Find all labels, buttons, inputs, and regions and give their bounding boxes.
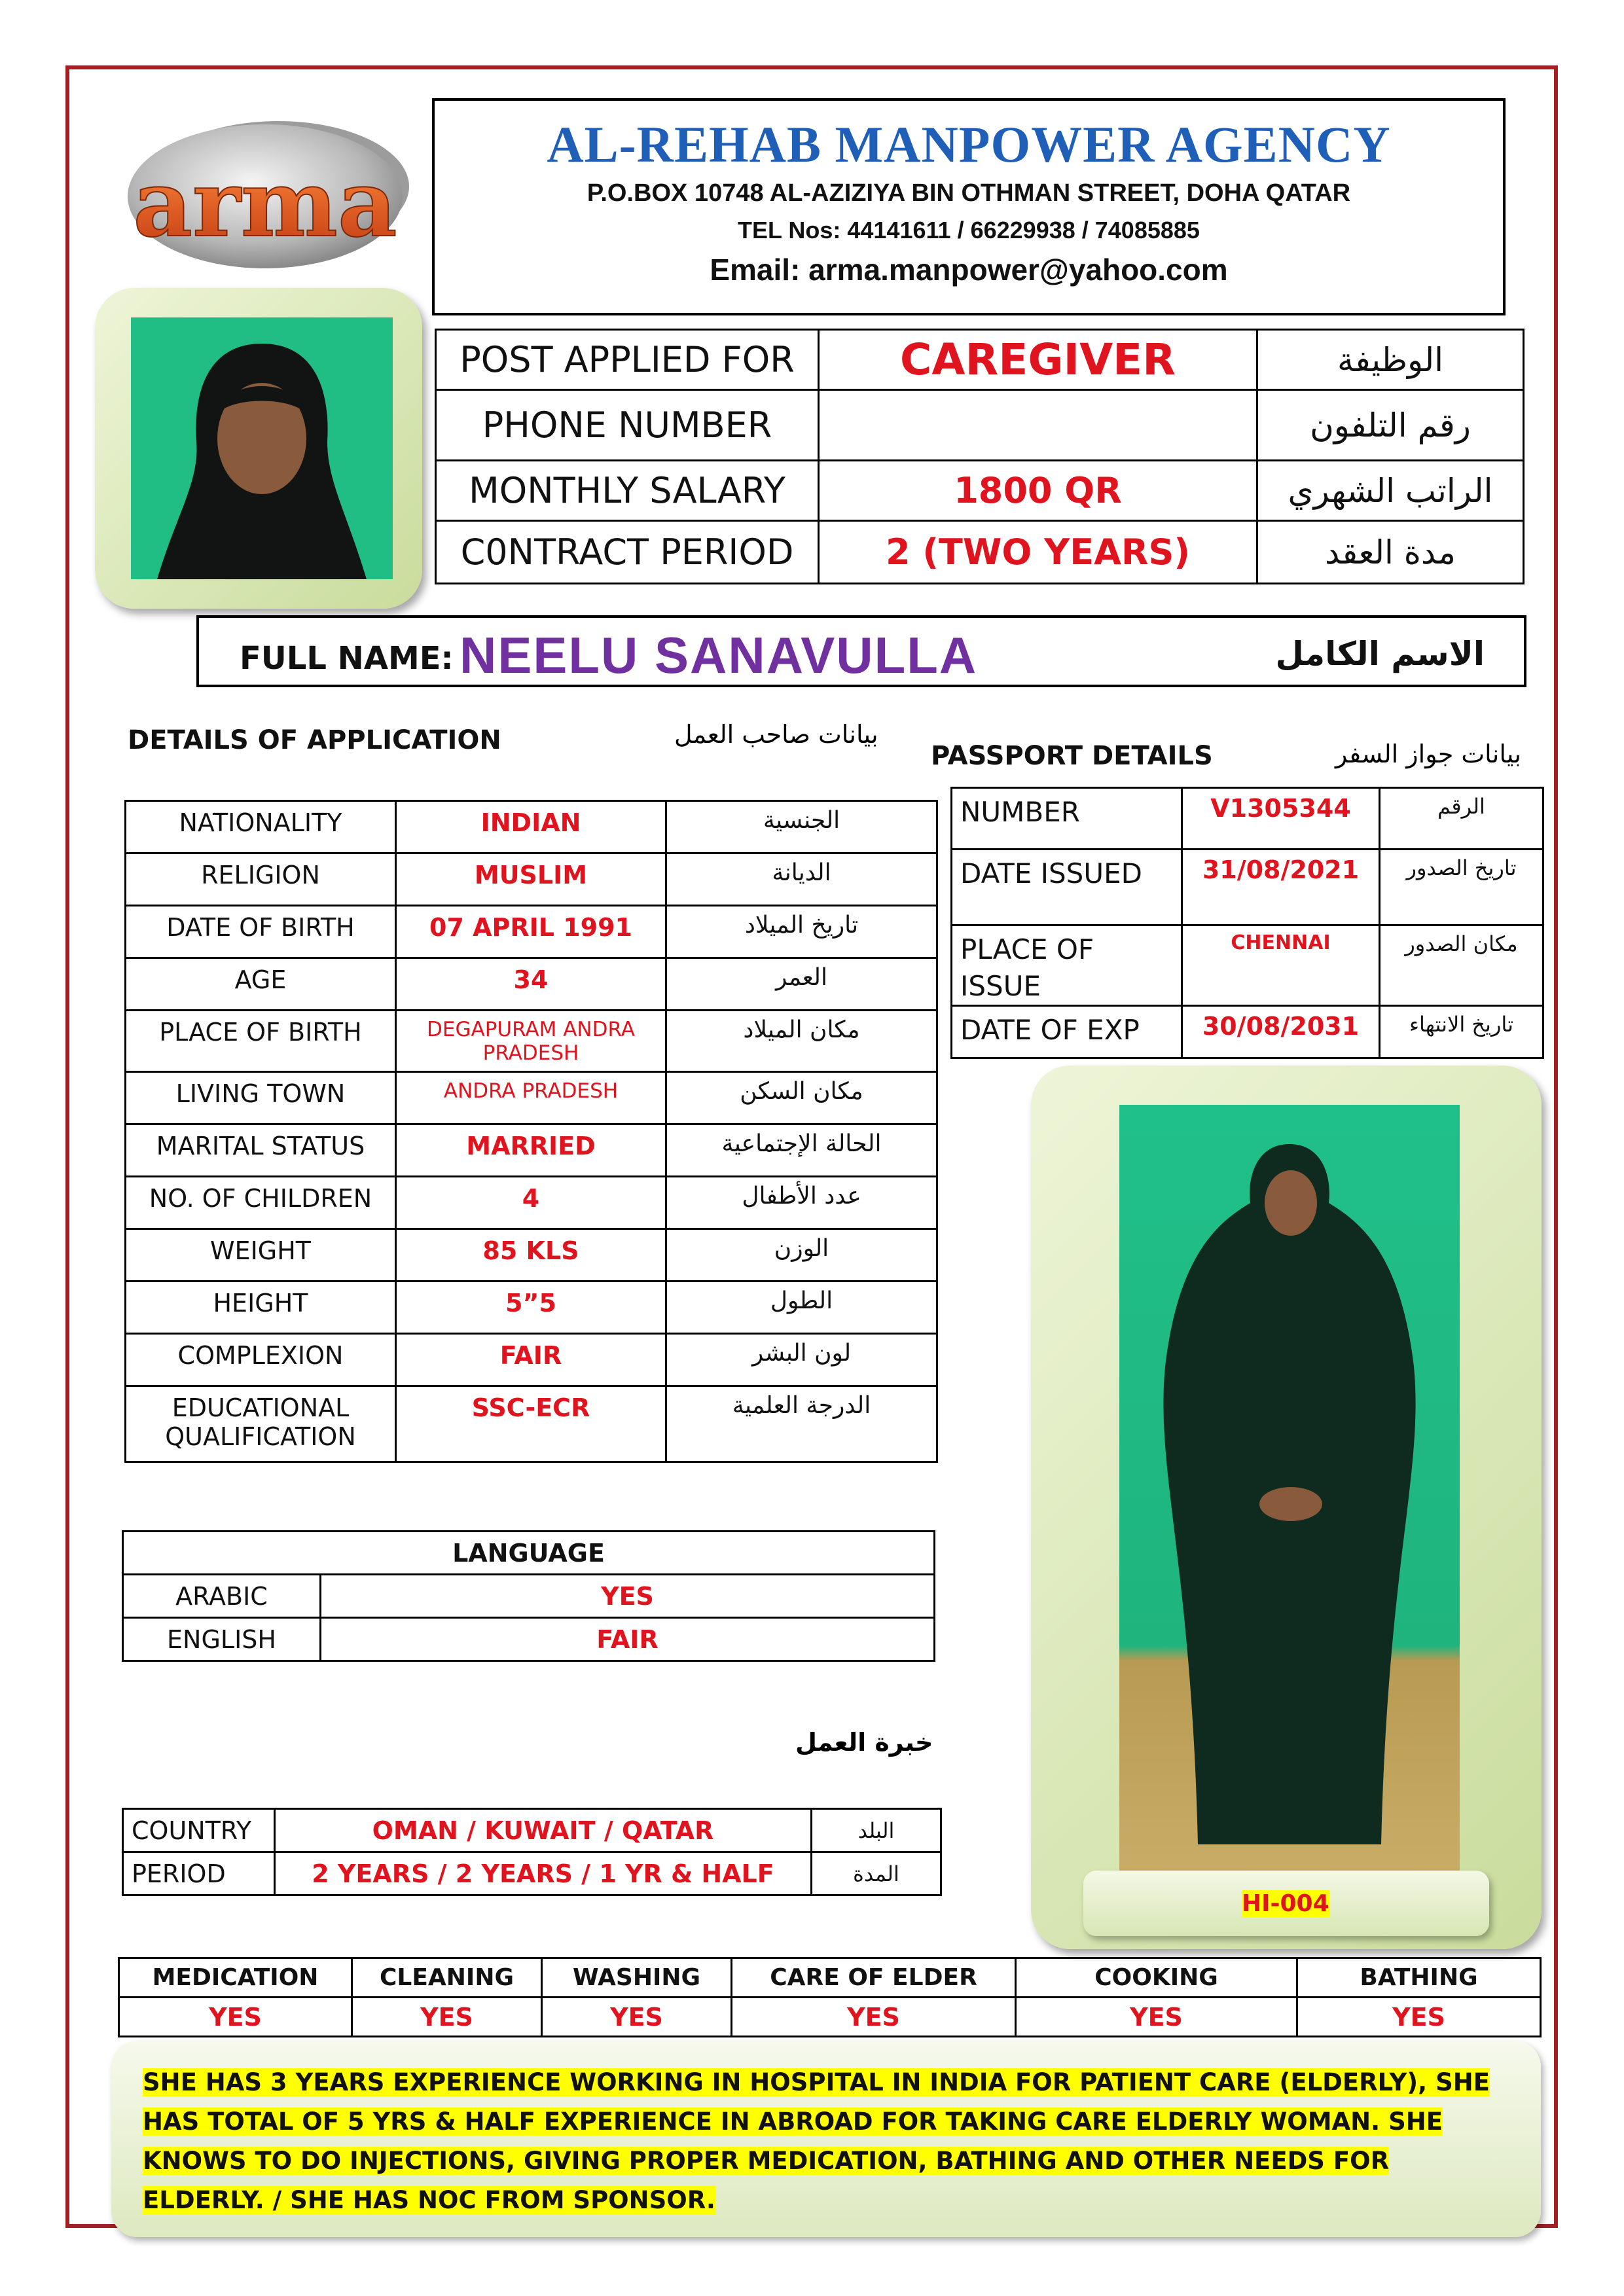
ref-code-tag bbox=[1083, 1871, 1489, 1936]
passport-label-ar: تاريخ الصدور bbox=[1380, 850, 1543, 925]
details-row bbox=[126, 1386, 937, 1462]
skills-header-row bbox=[119, 1958, 1541, 1998]
full-name-box bbox=[196, 615, 1526, 687]
details-label: EDUCATIONAL QUALIFICATION bbox=[126, 1386, 396, 1462]
details-label-ar: الطول bbox=[666, 1282, 937, 1334]
details-value: 5”5 bbox=[396, 1282, 666, 1334]
skills-header: CLEANING bbox=[352, 1958, 542, 1998]
skills-value: YES bbox=[1297, 1998, 1541, 2037]
details-row bbox=[126, 1072, 937, 1124]
details-label-ar: الدرجة العلمية bbox=[666, 1386, 937, 1462]
ref-code: HI-004 bbox=[1242, 1890, 1329, 1917]
full-name-label-ar: الاسم الكامل bbox=[1275, 635, 1485, 673]
details-row bbox=[126, 1282, 937, 1334]
summary-label: MONTHLY SALARY bbox=[436, 461, 819, 521]
details-row bbox=[126, 1124, 937, 1177]
agency-name: AL-REHAB MANPOWER AGENCY bbox=[547, 116, 1391, 173]
summary-label: C0NTRACT PERIOD bbox=[436, 521, 819, 584]
details-label-ar: مكان الميلاد bbox=[666, 1011, 937, 1072]
details-label-ar: الحالة الإجتماعية bbox=[666, 1124, 937, 1177]
passport-label: NUMBER bbox=[952, 788, 1182, 850]
details-table bbox=[124, 800, 938, 1463]
details-row bbox=[126, 1334, 937, 1386]
details-title-ar: بيانات صاحب العمل bbox=[674, 720, 878, 749]
passport-row bbox=[952, 925, 1543, 1006]
language-arabic-value: YES bbox=[321, 1575, 935, 1618]
experience-country-label: COUNTRY bbox=[123, 1809, 275, 1852]
details-label-ar: الديانة bbox=[666, 853, 937, 906]
passport-label: PLACE OF ISSUE bbox=[952, 925, 1182, 1006]
details-label-ar: الوزن bbox=[666, 1229, 937, 1282]
agency-phone: TEL Nos: 44141611 / 66229938 / 74085885 bbox=[738, 217, 1200, 243]
experience-country-ar: البلد bbox=[812, 1809, 941, 1852]
skills-header: COOKING bbox=[1016, 1958, 1297, 1998]
details-value: 07 APRIL 1991 bbox=[396, 906, 666, 958]
language-arabic-label: ARABIC bbox=[123, 1575, 321, 1618]
summary-value: 2 (TWO YEARS) bbox=[819, 521, 1257, 584]
full-body-photo-frame bbox=[1031, 1066, 1542, 1949]
full-body-photo bbox=[1119, 1105, 1460, 1877]
details-label: NO. OF CHILDREN bbox=[126, 1177, 396, 1229]
details-label-ar: عدد الأطفال bbox=[666, 1177, 937, 1229]
experience-title-ar: خبرة العمل bbox=[795, 1728, 933, 1757]
details-value: ANDRA PRADESH bbox=[396, 1072, 666, 1124]
skills-header: WASHING bbox=[542, 1958, 732, 1998]
experience-table bbox=[122, 1808, 942, 1896]
passport-label: DATE ISSUED bbox=[952, 850, 1182, 925]
summary-label-ar: رقم التلفون bbox=[1257, 390, 1524, 461]
remarks-text: SHE HAS 3 YEARS EXPERIENCE WORKING IN HOSPITAL IN INDIA FOR PATIENT CARE (ELDERLY), SHE HAS TOTAL OF 5 YRS & HALF EXPERIENCE IN ABROAD FOR TAKING CARE ELDERLY WOMAN. SHE KNOWS TO DO INJECTIONS, GIVING PROPER MEDICATION, BATHING AND OTHER NEEDS FOR ELDERLY. / SHE HAS NOC FROM SPONSOR. bbox=[143, 2068, 1490, 2214]
details-value: MARRIED bbox=[396, 1124, 666, 1177]
details-label-ar: الجنسية bbox=[666, 801, 937, 853]
details-title: DETAILS OF APPLICATION bbox=[128, 725, 501, 755]
passport-value: V1305344 bbox=[1182, 788, 1380, 850]
summary-table bbox=[435, 329, 1525, 584]
details-row bbox=[126, 1011, 937, 1072]
experience-period-value: 2 YEARS / 2 YEARS / 1 YR & HALF bbox=[275, 1852, 812, 1895]
details-label-ar: مكان السكن bbox=[666, 1072, 937, 1124]
details-value: 85 KLS bbox=[396, 1229, 666, 1282]
summary-row bbox=[436, 521, 1524, 584]
details-row bbox=[126, 801, 937, 853]
passport-title-ar: بيانات جواز السفر bbox=[1335, 740, 1521, 768]
portrait-photo-frame bbox=[95, 288, 422, 609]
details-value: MUSLIM bbox=[396, 853, 666, 906]
skills-value: YES bbox=[352, 1998, 542, 2037]
agency-logo bbox=[118, 111, 419, 281]
details-label-ar: تاريخ الميلاد bbox=[666, 906, 937, 958]
skills-value-row bbox=[119, 1998, 1541, 2037]
details-value: DEGAPURAM ANDRA PRADESH bbox=[396, 1011, 666, 1072]
summary-row bbox=[436, 390, 1524, 461]
details-value: SSC-ECR bbox=[396, 1386, 666, 1462]
summary-value bbox=[819, 390, 1257, 461]
details-row bbox=[126, 1177, 937, 1229]
details-row bbox=[126, 853, 937, 906]
passport-row bbox=[952, 1006, 1543, 1058]
details-value: FAIR bbox=[396, 1334, 666, 1386]
language-title: LANGUAGE bbox=[123, 1532, 935, 1575]
details-label: WEIGHT bbox=[126, 1229, 396, 1282]
logo-text: arma bbox=[133, 151, 397, 258]
passport-label-ar: الرقم bbox=[1380, 788, 1543, 850]
summary-value: CAREGIVER bbox=[819, 330, 1257, 390]
summary-label-ar: الوظيفة bbox=[1257, 330, 1524, 390]
summary-label: PHONE NUMBER bbox=[436, 390, 819, 461]
remarks-box bbox=[111, 2041, 1541, 2237]
full-name-label: FULL NAME: bbox=[240, 640, 454, 677]
details-row bbox=[126, 906, 937, 958]
details-value: 4 bbox=[396, 1177, 666, 1229]
language-table bbox=[122, 1530, 935, 1662]
portrait-photo bbox=[131, 317, 393, 579]
details-label-ar: لون البشر bbox=[666, 1334, 937, 1386]
details-value: INDIAN bbox=[396, 801, 666, 853]
passport-label-ar: مكان الصدور bbox=[1380, 925, 1543, 1006]
experience-period-ar: المدة bbox=[812, 1852, 941, 1895]
details-label: RELIGION bbox=[126, 853, 396, 906]
details-row bbox=[126, 958, 937, 1011]
summary-row bbox=[436, 461, 1524, 521]
skills-header: CARE OF ELDER bbox=[732, 1958, 1016, 1998]
passport-row bbox=[952, 850, 1543, 925]
language-english-value: FAIR bbox=[321, 1618, 935, 1661]
passport-row bbox=[952, 788, 1543, 850]
language-english-label: ENGLISH bbox=[123, 1618, 321, 1661]
full-name-value: NEELU SANAVULLA bbox=[460, 626, 978, 684]
passport-value: CHENNAI bbox=[1182, 925, 1380, 1006]
skills-header: BATHING bbox=[1297, 1958, 1541, 1998]
skills-value: YES bbox=[732, 1998, 1016, 2037]
passport-label-ar: تاريخ الانتهاء bbox=[1380, 1006, 1543, 1058]
skills-value: YES bbox=[542, 1998, 732, 2037]
details-value: 34 bbox=[396, 958, 666, 1011]
experience-country-value: OMAN / KUWAIT / QATAR bbox=[275, 1809, 812, 1852]
details-label: LIVING TOWN bbox=[126, 1072, 396, 1124]
summary-row bbox=[436, 330, 1524, 390]
passport-title: PASSPORT DETAILS bbox=[931, 741, 1213, 771]
details-label: PLACE OF BIRTH bbox=[126, 1011, 396, 1072]
details-label: NATIONALITY bbox=[126, 801, 396, 853]
details-row bbox=[126, 1229, 937, 1282]
details-label: MARITAL STATUS bbox=[126, 1124, 396, 1177]
skills-header: MEDICATION bbox=[119, 1958, 352, 1998]
skills-table bbox=[118, 1957, 1542, 2037]
details-label: COMPLEXION bbox=[126, 1334, 396, 1386]
details-label: AGE bbox=[126, 958, 396, 1011]
summary-label: POST APPLIED FOR bbox=[436, 330, 819, 390]
skills-value: YES bbox=[1016, 1998, 1297, 2037]
experience-period-label: PERIOD bbox=[123, 1852, 275, 1895]
passport-value: 30/08/2031 bbox=[1182, 1006, 1380, 1058]
agency-email: Email: arma.manpower@yahoo.com bbox=[710, 253, 1228, 287]
summary-value: 1800 QR bbox=[819, 461, 1257, 521]
skills-value: YES bbox=[119, 1998, 352, 2037]
passport-table bbox=[950, 787, 1544, 1059]
details-label-ar: العمر bbox=[666, 958, 937, 1011]
summary-label-ar: الراتب الشهري bbox=[1257, 461, 1524, 521]
passport-value: 31/08/2021 bbox=[1182, 850, 1380, 925]
details-label: HEIGHT bbox=[126, 1282, 396, 1334]
details-label: DATE OF BIRTH bbox=[126, 906, 396, 958]
agency-header bbox=[432, 98, 1506, 315]
passport-label: DATE OF EXP bbox=[952, 1006, 1182, 1058]
agency-address: P.O.BOX 10748 AL-AZIZIYA BIN OTHMAN STREET, DOHA QATAR bbox=[586, 179, 1351, 207]
summary-label-ar: مدة العقد bbox=[1257, 521, 1524, 584]
